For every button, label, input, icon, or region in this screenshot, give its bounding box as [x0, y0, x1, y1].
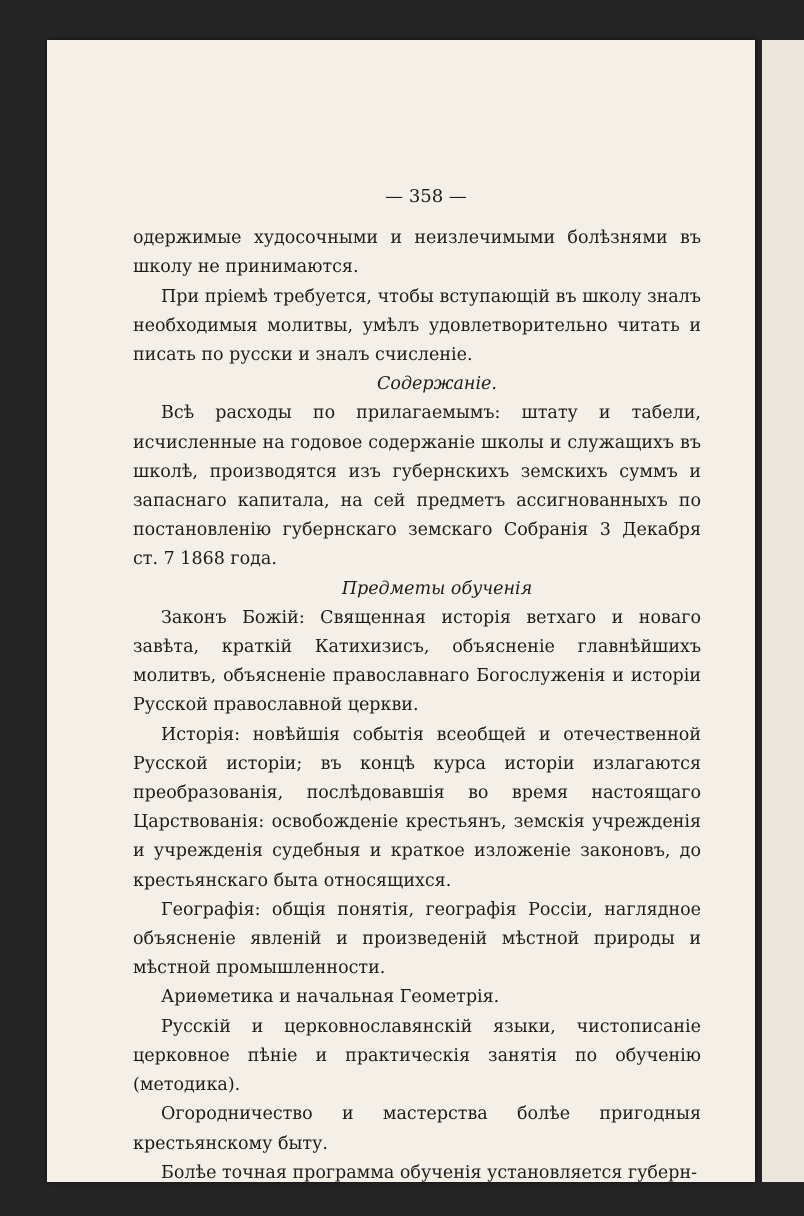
page-text	[133, 182, 701, 1188]
page-number: — 358 —	[385, 186, 467, 207]
paragraph: Ариѳметика и начальная Геометрія.	[161, 987, 500, 1008]
paragraph: Географія: общія понятія, географія Россіи, наглядное объясненіе явленій и произведеній мѣстной природы и мѣстной промышленности.	[133, 899, 701, 979]
paragraph: Русскій и церковнославянскій языки, чистописаніе церковное пѣніе и практическія занятія по обученію (методика).	[133, 1016, 701, 1096]
text-blocks	[133, 224, 701, 1188]
paragraph: При пріемѣ требуется, чтобы вступающій въ школу зналъ необходимыя молитвы, умѣлъ удовлетворительно читать и писать по русски и зналъ счисленіе.	[133, 286, 701, 366]
section-heading: Содержаніе.	[377, 374, 497, 395]
section-heading: Предметы обученія	[341, 578, 533, 599]
paragraph: одержимые худосочными и неизлечимыми болѣзнями въ школу не принимаются.	[133, 228, 701, 278]
paragraph: Исторія: новѣйшія событія всеобщей и отечественной Русской исторіи; въ концѣ курса исторіи излагаются преобразованія, послѣдовавшія во время настоящаго Царствованія: освобожденіе крестьянъ, земскія учрежденія и учрежденія судебныя и краткое изложеніе законовъ, до крестьянскаго быта относящихся.	[133, 724, 701, 891]
facing-page-edge	[762, 40, 804, 1182]
paragraph: Всѣ расходы по прилагаемымъ: штату и табели, исчисленные на годовое содержаніе школы и служащихъ въ школѣ, производятся изъ губернскихъ земскихъ суммъ и запаснаго капитала, на сей предметъ ассигнованныхъ по постановленію губернскаго земскаго Собранія 3 Декабря ст. 7 1868 года.	[133, 403, 701, 570]
paragraph: Болѣе точная программа обученія установляется губерн-	[161, 1162, 698, 1183]
paragraph: Законъ Божій: Священная исторія ветхаго и новаго завѣта, краткій Катихизисъ, объясненіе главнѣйшихъ молитвъ, объясненіе православнаго Богослуженія и исторіи Русской православной церкви.	[133, 607, 701, 716]
paragraph: Огородничество и мастерства болѣе пригодныя крестьянскому быту.	[133, 1104, 701, 1154]
